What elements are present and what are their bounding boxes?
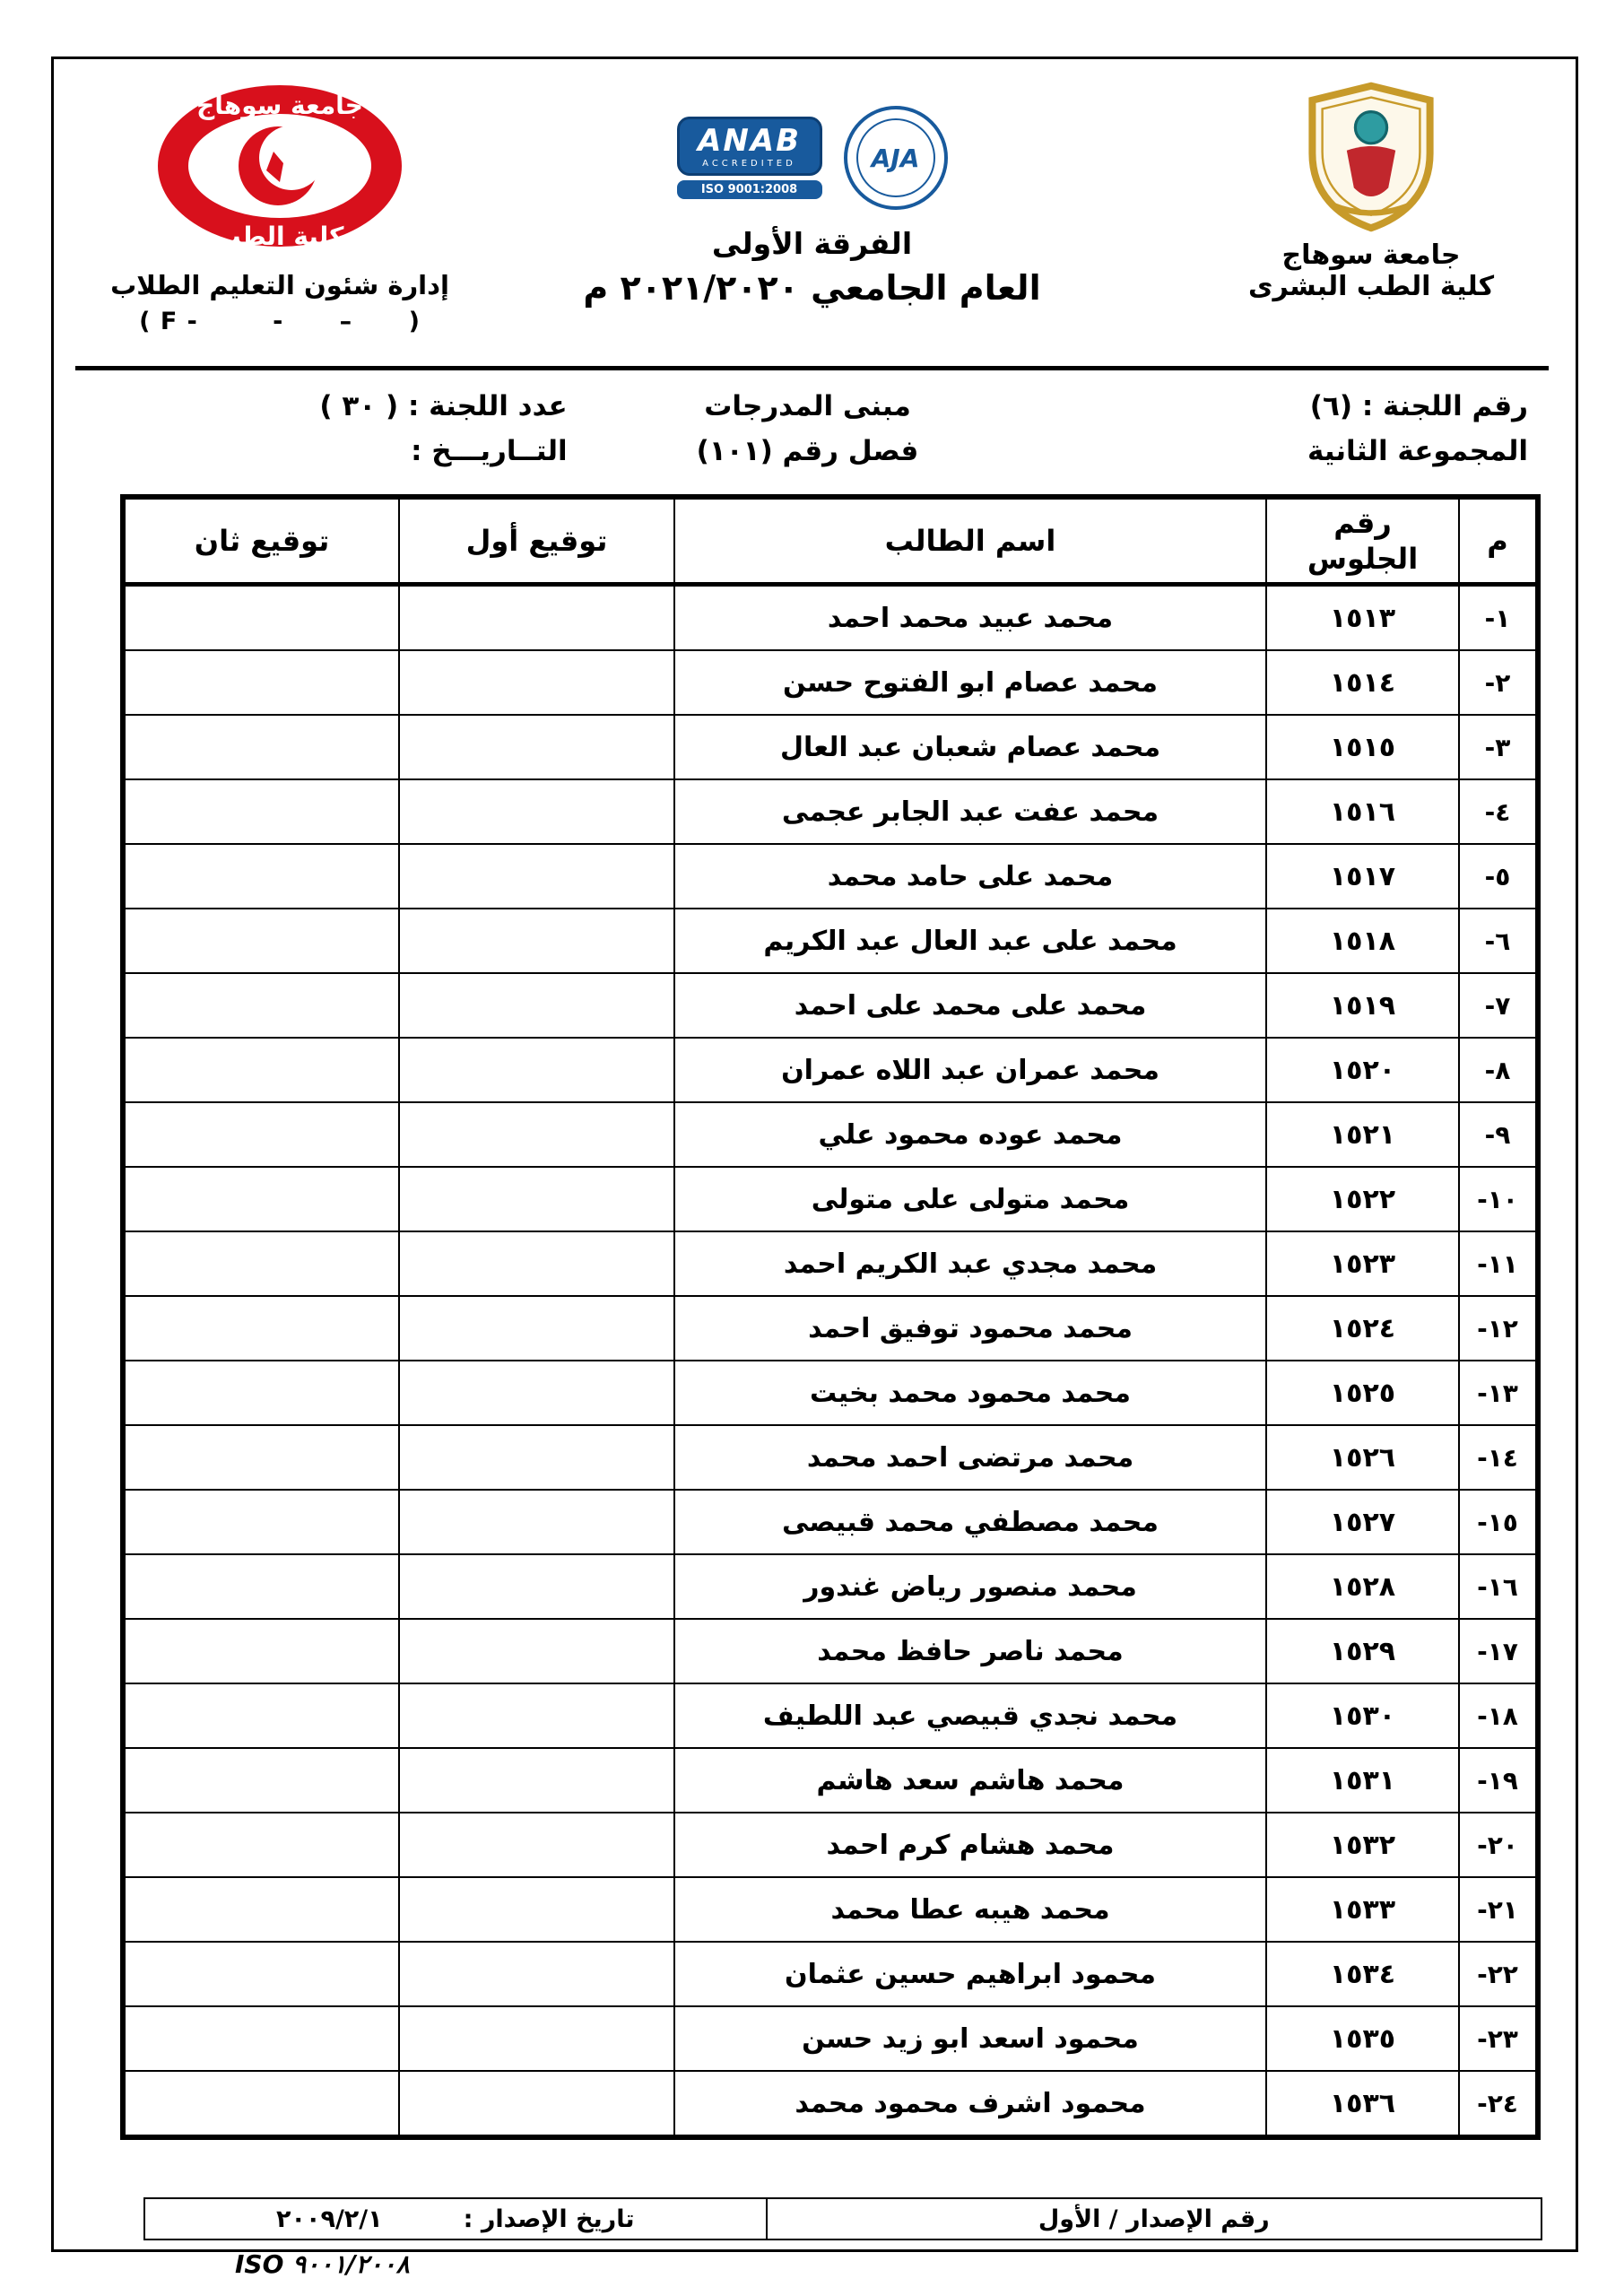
row-index: ٧- [1459,973,1538,1038]
iso-standard-label: ISO ٩٠٠١/٢٠٠٨ [235,2249,410,2279]
row-index: ٣- [1459,715,1538,779]
row-student-name: محمد محمود توفيق احمد [674,1296,1266,1361]
row-student-name: محمد مصطفي محمد قبيصى [674,1490,1266,1554]
row-student-name: محمد عوده محمود علي [674,1102,1266,1167]
row-index: ٤- [1459,779,1538,844]
row-second-signature-cell [123,1877,399,1942]
row-seat-number: ١٥٢٥ [1266,1361,1459,1425]
page-content [51,57,1573,2279]
row-first-signature-cell [399,1619,674,1683]
row-second-signature-cell [123,1942,399,2006]
university-name: جامعة سوهاج [1281,239,1461,271]
academic-year: العام الجامعي ٢٠٢١/٢٠٢٠ م [583,268,1041,308]
student-row [123,1296,1538,1361]
committee-info-row-1 [87,390,1537,422]
row-first-signature-cell [399,844,674,909]
student-row [123,909,1538,973]
row-seat-number: ١٥٢١ [1266,1102,1459,1167]
row-second-signature-cell [123,1813,399,1877]
row-index: ٢٤- [1459,2071,1538,2137]
col-header-first-signature: توقيع أول [399,497,674,585]
row-index: ١٢- [1459,1296,1538,1361]
committee-info-row-2 [87,435,1537,467]
row-first-signature-cell [399,1425,674,1490]
student-row [123,1038,1538,1102]
anab-label: ANAB [698,123,801,159]
row-first-signature-cell [399,1102,674,1167]
student-row [123,844,1538,909]
grade-title: الفرقة الأولى [711,226,913,261]
student-row [123,1231,1538,1296]
building-name: مبنى المدرجات [704,390,911,422]
row-second-signature-cell [123,1619,399,1683]
issue-number: رقم الإصدار / الأول [766,2197,1542,2240]
faculty-name: كلية الطب البشرى [1247,271,1495,303]
row-seat-number: ١٥١٧ [1266,844,1459,909]
row-index: ١- [1459,585,1538,651]
student-row [123,973,1538,1038]
row-seat-number: ١٥١٥ [1266,715,1459,779]
row-seat-number: ١٥٣٢ [1266,1813,1459,1877]
row-first-signature-cell [399,973,674,1038]
row-first-signature-cell [399,1748,674,1813]
row-first-signature-cell [399,1877,674,1942]
row-first-signature-cell [399,585,674,651]
form-code: ( F - - – ) [139,308,421,335]
row-seat-number: ١٥١٦ [1266,779,1459,844]
row-index: ١٨- [1459,1683,1538,1748]
row-second-signature-cell [123,1102,399,1167]
row-second-signature-cell [123,1683,399,1748]
footer-issue-row [143,2197,1542,2240]
row-student-name: محمد متولى على متولى [674,1167,1266,1231]
student-row [123,1942,1538,2006]
row-index: ٢١- [1459,1877,1538,1942]
row-seat-number: ١٥٢٠ [1266,1038,1459,1102]
student-row [123,1102,1538,1167]
row-second-signature-cell [123,1490,399,1554]
row-seat-number: ١٥٢٢ [1266,1167,1459,1231]
row-index: ١١- [1459,1231,1538,1296]
row-student-name: محمد مرتضى احمد محمد [674,1425,1266,1490]
row-second-signature-cell [123,650,399,715]
student-row [123,650,1538,715]
student-table-body [123,585,1538,2138]
row-seat-number: ١٥١٣ [1266,585,1459,651]
row-seat-number: ١٥٣٦ [1266,2071,1459,2137]
row-student-name: محمود اشرف محمود محمد [674,2071,1266,2137]
row-second-signature-cell [123,844,399,909]
row-second-signature-cell [123,585,399,651]
row-index: ٨- [1459,1038,1538,1102]
header-center-block [534,106,1090,308]
department-name: إدارة شئون التعليم الطلاب [110,270,449,300]
student-row [123,1683,1538,1748]
student-row [123,1554,1538,1619]
row-student-name: محمد هيبه عطا محمد [674,1877,1266,1942]
row-student-name: محمد هاشم سعد هاشم [674,1748,1266,1813]
row-second-signature-cell [123,973,399,1038]
logo-bottom-text: كلية الطب [215,222,344,251]
row-student-name: محمد على عبد العال عبد الكريم [674,909,1266,973]
row-second-signature-cell [123,1748,399,1813]
row-second-signature-cell [123,715,399,779]
committee-info [87,390,1537,467]
row-student-name: محمد نجدي قبيصي عبد اللطيف [674,1683,1266,1748]
student-row [123,1490,1538,1554]
col-header-index: م [1459,497,1538,585]
row-index: ٥- [1459,844,1538,909]
row-index: ٢٣- [1459,2006,1538,2071]
row-second-signature-cell [123,2006,399,2071]
row-student-name: محمد عصام ابو الفتوح حسن [674,650,1266,715]
student-row [123,2071,1538,2137]
student-row [123,1877,1538,1942]
col-header-second-signature: توقيع ثان [123,497,399,585]
row-seat-number: ١٥٢٣ [1266,1231,1459,1296]
row-seat-number: ١٥٢٦ [1266,1425,1459,1490]
row-first-signature-cell [399,1683,674,1748]
row-student-name: محمد على حامد محمد [674,844,1266,909]
row-first-signature-cell [399,715,674,779]
row-student-name: محمد عبيد محمد احمد [674,585,1266,651]
row-seat-number: ١٥١٨ [1266,909,1459,973]
row-seat-number: ١٥٢٤ [1266,1296,1459,1361]
row-seat-number: ١٥٣١ [1266,1748,1459,1813]
row-first-signature-cell [399,2006,674,2071]
student-row [123,715,1538,779]
row-student-name: محمد على محمد على احمد [674,973,1266,1038]
row-index: ٢٢- [1459,1942,1538,2006]
row-seat-number: ١٥٢٧ [1266,1490,1459,1554]
row-first-signature-cell [399,909,674,973]
logo-top-text: جامعة سوهاج [196,91,363,120]
anab-iso-label: ISO 9001:2008 [677,180,822,199]
row-first-signature-cell [399,1490,674,1554]
aja-inner-ring [856,118,935,197]
issue-date-cell [143,2197,766,2240]
row-first-signature-cell [399,1231,674,1296]
row-second-signature-cell [123,1361,399,1425]
row-index: ١٠- [1459,1167,1538,1231]
row-first-signature-cell [399,2071,674,2137]
row-index: ١٥- [1459,1490,1538,1554]
row-second-signature-cell [123,1554,399,1619]
row-student-name: محمد عفت عبد الجابر عجمى [674,779,1266,844]
date-label: التــاريـــخ : [411,435,568,467]
row-index: ٦- [1459,909,1538,973]
row-seat-number: ١٥٢٨ [1266,1554,1459,1619]
row-index: ٢- [1459,650,1538,715]
row-second-signature-cell [123,909,399,973]
row-first-signature-cell [399,779,674,844]
issue-date-label: تاريخ الإصدار : [463,2205,635,2233]
student-row [123,2006,1538,2071]
row-second-signature-cell [123,779,399,844]
row-seat-number: ١٥٣٠ [1266,1683,1459,1748]
university-crest-icon [1299,82,1443,232]
committee-count: عدد اللجنة : ( ٣٠ ) [319,390,568,422]
row-student-name: محمد هشام كرم احمد [674,1813,1266,1877]
header [51,57,1573,366]
student-row [123,1813,1538,1877]
row-second-signature-cell [123,1038,399,1102]
row-index: ١٤- [1459,1425,1538,1490]
student-row [123,585,1538,651]
table-header-row [123,497,1538,585]
row-first-signature-cell [399,1361,674,1425]
row-second-signature-cell [123,1425,399,1490]
row-index: ١٧- [1459,1619,1538,1683]
student-row [123,1361,1538,1425]
row-seat-number: ١٥١٩ [1266,973,1459,1038]
row-index: ٩- [1459,1102,1538,1167]
row-seat-number: ١٥٣٤ [1266,1942,1459,2006]
row-second-signature-cell [123,1296,399,1361]
row-first-signature-cell [399,1038,674,1102]
room-number: فصل رقم (١٠١) [696,435,919,467]
header-divider [75,366,1549,370]
row-first-signature-cell [399,1296,674,1361]
row-index: ١٣- [1459,1361,1538,1425]
row-second-signature-cell [123,1231,399,1296]
student-affairs-crescent-icon [145,74,414,265]
row-student-name: محمود اسعد ابو زيد حسن [674,2006,1266,2071]
aja-logo-icon [844,106,948,210]
row-first-signature-cell [399,650,674,715]
row-seat-number: ١٥٢٩ [1266,1619,1459,1683]
committee-number: رقم اللجنة : (٦) [1309,390,1528,422]
anab-box [677,117,822,176]
student-row [123,1167,1538,1231]
row-student-name: محمد عصام شعبان عبد العال [674,715,1266,779]
row-seat-number: ١٥١٤ [1266,650,1459,715]
row-student-name: محمد ناصر حافظ محمد [674,1619,1266,1683]
issue-date-value: ٢٠٠٩/٢/١ [276,2205,383,2233]
anab-logo-icon [677,117,822,199]
student-roster-table [120,494,1541,2140]
student-row [123,1619,1538,1683]
col-header-student-name: اسم الطالب [674,497,1266,585]
row-first-signature-cell [399,1813,674,1877]
col-header-seat-number: رقم الجلوس [1266,497,1459,585]
row-index: ١٦- [1459,1554,1538,1619]
student-row [123,1425,1538,1490]
row-student-name: محمد منصور رياض غندور [674,1554,1266,1619]
row-second-signature-cell [123,2071,399,2137]
row-first-signature-cell [399,1942,674,2006]
row-student-name: محمد مجدي عبد الكريم احمد [674,1231,1266,1296]
row-student-name: محمود ابراهيم حسين عثمان [674,1942,1266,2006]
anab-accredited-label: ACCREDITED [702,159,796,169]
group-name: المجموعة الثانية [1307,435,1528,467]
row-student-name: محمد محمود محمد بخيت [674,1361,1266,1425]
row-first-signature-cell [399,1167,674,1231]
row-first-signature-cell [399,1554,674,1619]
row-index: ١٩- [1459,1748,1538,1813]
certification-logos [534,106,1090,210]
aja-label: AJA [871,143,920,173]
row-seat-number: ١٥٣٥ [1266,2006,1459,2071]
row-student-name: محمد عمران عبد اللاه عمران [674,1038,1266,1102]
header-department-block [87,74,473,335]
row-index: ٢٠- [1459,1813,1538,1877]
row-seat-number: ١٥٣٣ [1266,1877,1459,1942]
header-university-block [1219,82,1524,303]
student-row [123,1748,1538,1813]
row-second-signature-cell [123,1167,399,1231]
student-row [123,779,1538,844]
